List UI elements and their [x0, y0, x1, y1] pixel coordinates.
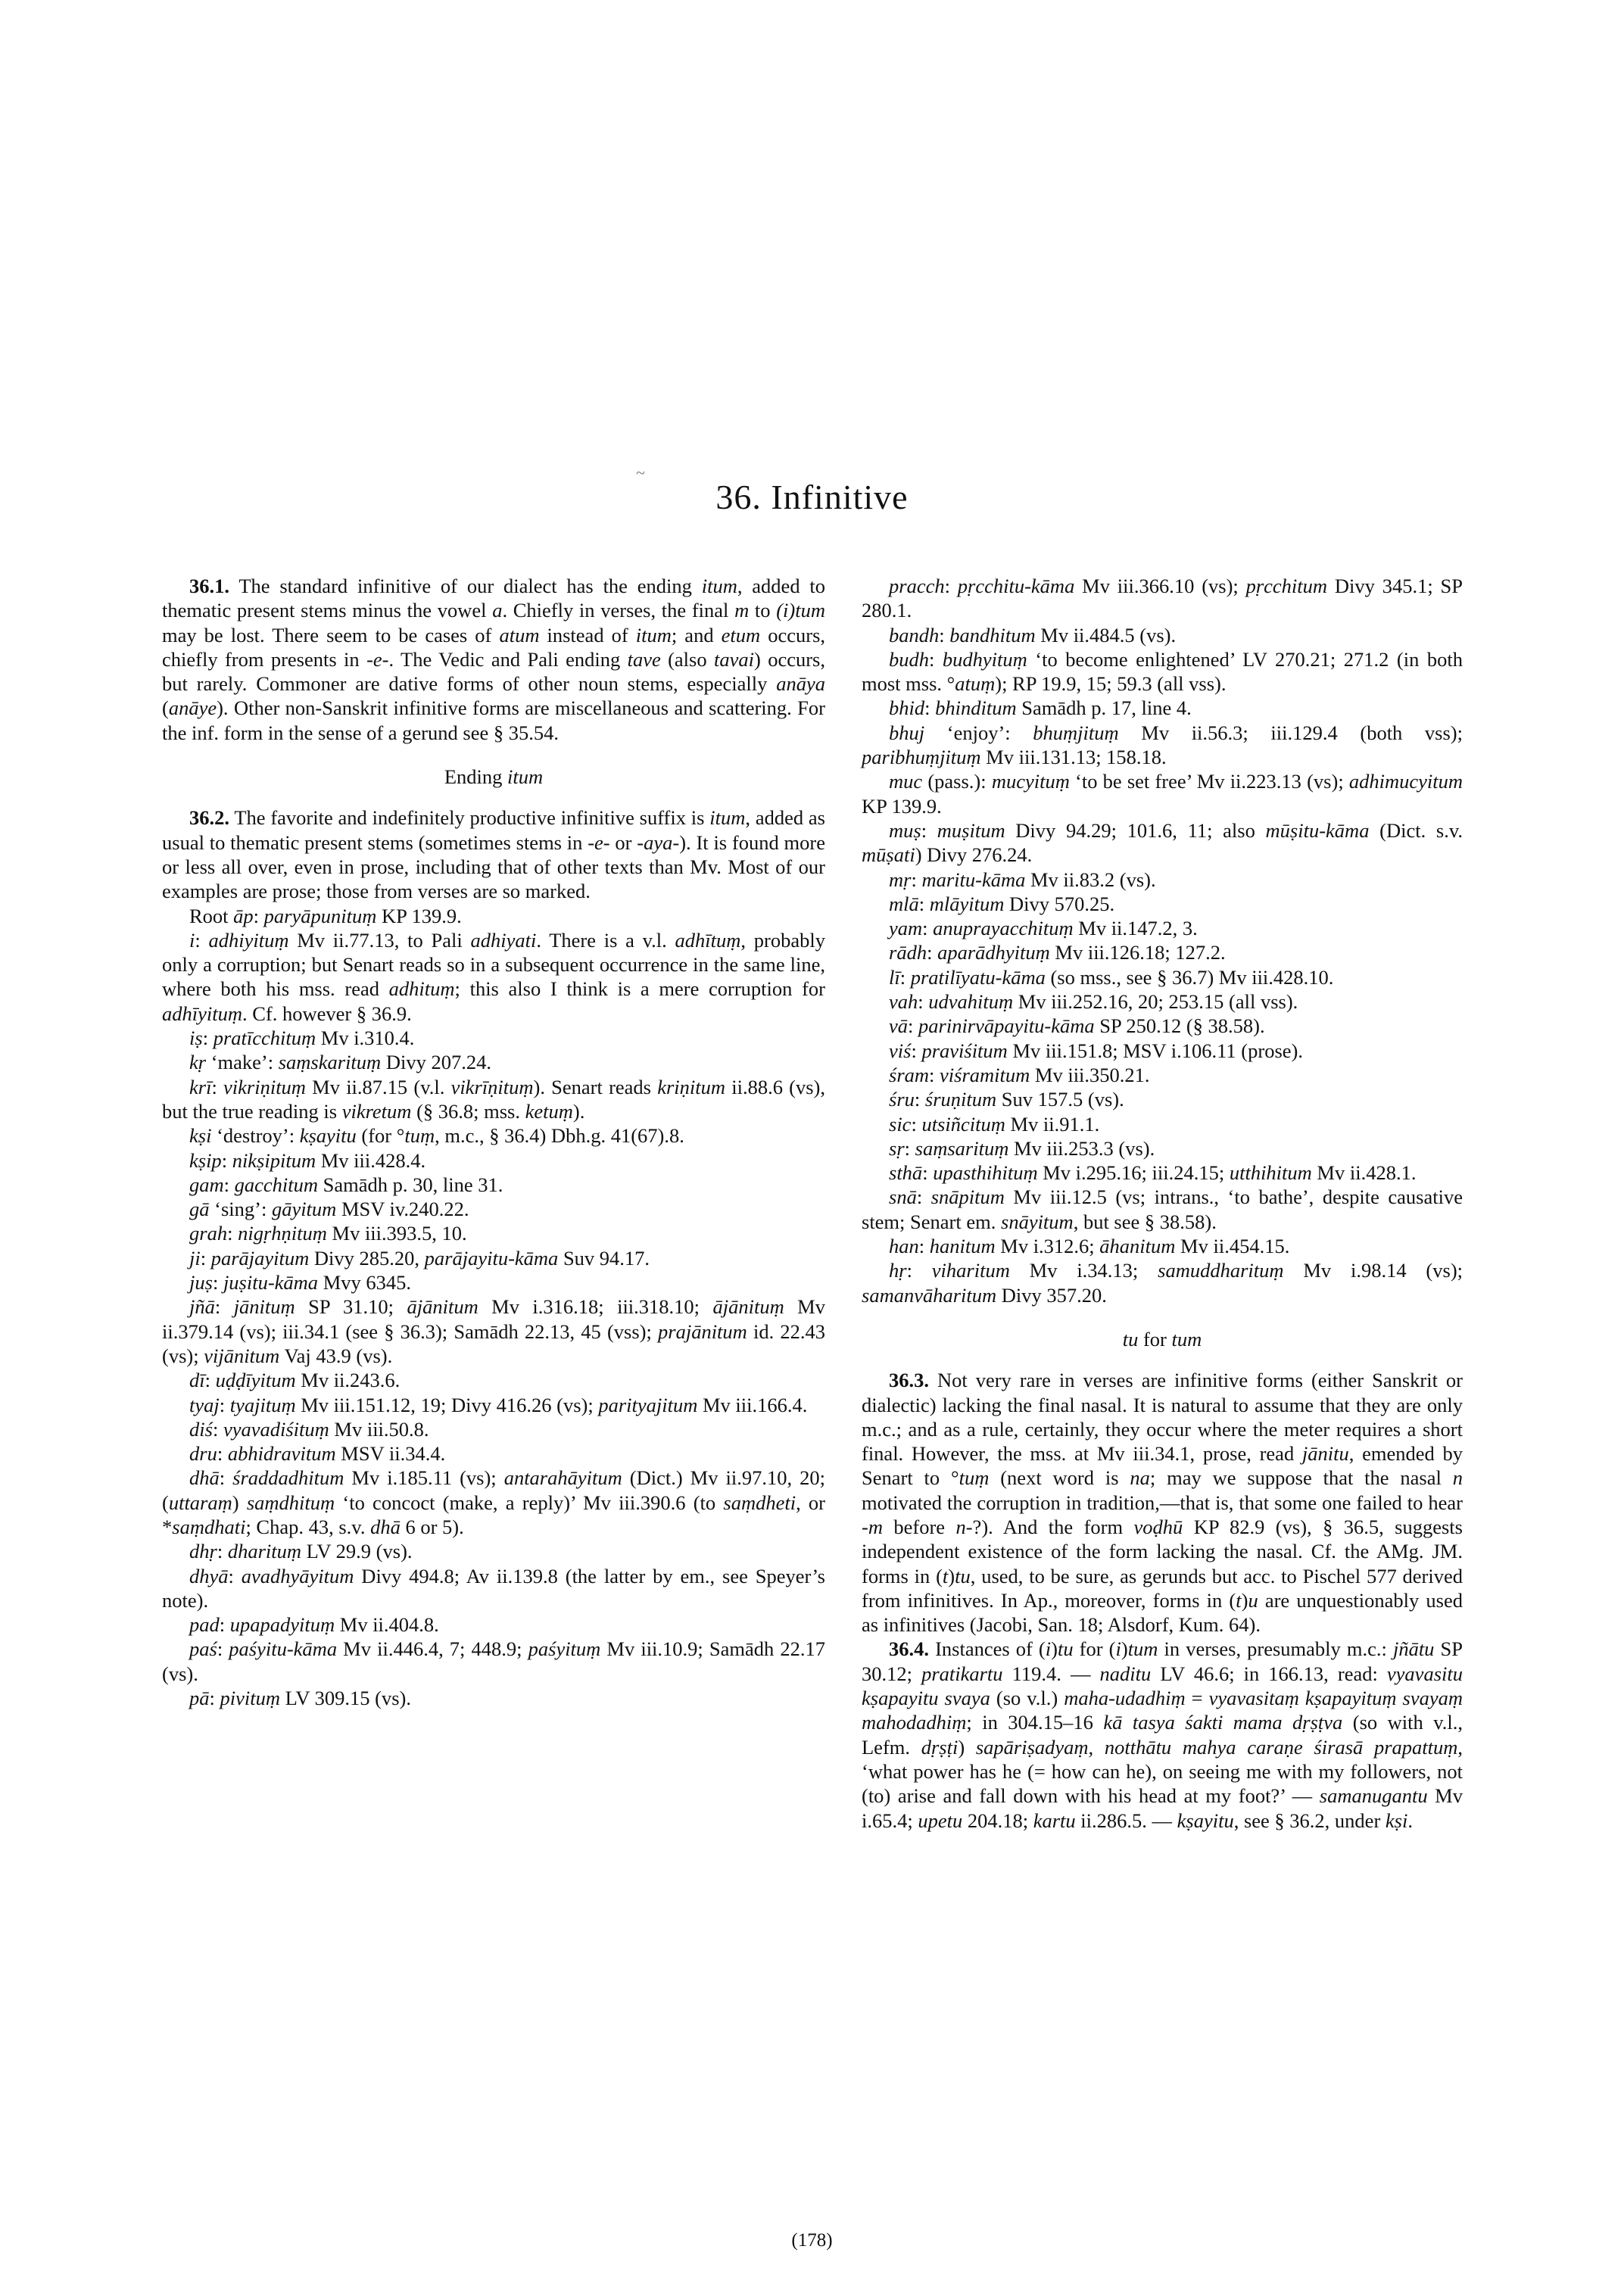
- paragraph: śram: viśramitum Mv iii.350.21.: [889, 1063, 1150, 1086]
- paragraph: bhuj ‘enjoy’: bhuṃjituṃ Mv ii.56.3; iii.129.4 (both vss); paribhuṃjituṃ Mv iii.131.13; 158.18.: [862, 721, 1463, 769]
- page-title: 36. Infinitive: [715, 478, 909, 516]
- paragraph: pad: upapadyituṃ Mv ii.404.8.: [189, 1613, 439, 1637]
- paragraph: gam: gacchitum Samādh p. 30, line 31.: [189, 1173, 503, 1196]
- paragraph: iṣ: pratīcchituṃ Mv i.310.4.: [189, 1027, 415, 1050]
- paragraph: pracch: pṛcchitu-kāma Mv iii.366.10 (vs); pṛcchitum Divy 345.1; SP 280.1.: [862, 575, 1463, 622]
- paragraph: 36.1. The standard infinitive of our dialect has the ending itum, added to thematic present stems minus the vowel a. Chiefly in verses, the final m to (i)tum may be lost. There seem to be cases of atum instead of itum; and etum occurs, chiefly from presents in -e-. The Vedic and Pali ending tave (also tavai) occurs, but rarely. Commoner are dative forms of other noun stems, especially anāya (anāye). Other non-Sanskrit infinitive forms are miscellaneous and scattering. For the inf. form in the sense of a gerund see § 35.54.: [162, 575, 826, 744]
- paragraph: rādh: aparādhyituṃ Mv iii.126.18; 127.2.: [889, 941, 1226, 964]
- paragraph: muc (pass.): mucyituṃ ‘to be set free’ Mv ii.223.13 (vs); adhimucyitum KP 139.9.: [862, 770, 1463, 818]
- paragraph: budh: budhyituṃ ‘to become enlightened’ LV 270.21; 271.2 (in both most mss. °atuṃ); RP 19.9, 15; 59.3 (all vss).: [862, 647, 1463, 696]
- page-number: (178): [791, 2230, 833, 2251]
- paragraph: dhā: śraddadhitum Mv i.185.11 (vs); antarahāyitum (Dict.) Mv ii.97.10, 20; (uttaraṃ) saṃdhituṃ ‘to concoct (make, a reply)’ Mv iii.390.6 (to saṃdheti, or *saṃdhati; Chap. 43, s.v. dhā 6 or 5).: [162, 1466, 826, 1538]
- paragraph: 36.4. Instances of (i)tu for (i)tum in verses, presumably m.c.: jñātu SP 30.12; pratikartu 119.4. — naditu LV 46.6; in 166.13, read: vyavasitu kṣapayitu svaya (so v.l.) maha-udadhiṃ = vyavasitaṃ kṣapayituṃ svayaṃ mahodadhiṃ; in 304.15–16 kā tasya śakti mama dṛṣṭva (so with v.l., Lefm. dṛṣṭi) sapāriṣadyaṃ, notthātu mahya caraṇe śirasā prapattuṃ, ‘what power has he (= how can he), on seeing me with my followers, not (to) arise and fall down with his head at my foot?’ — samanugantu Mv i.65.4; upetu 204.18; kartu ii.286.5. — kṣayitu, see § 36.2, under kṣi.: [862, 1637, 1463, 1832]
- paragraph: tyaj: tyajituṃ Mv iii.151.12, 19; Divy 416.26 (vs); parityajitum Mv iii.166.4.: [189, 1393, 808, 1416]
- paragraph: hṛ: viharitum Mv i.34.13; samuddharituṃ Mv i.98.14 (vs); samanvāharitum Divy 357.20.: [862, 1259, 1463, 1307]
- paragraph: snā: snāpitum Mv iii.12.5 (vs; intrans., ‘to bathe’, despite causative stem; Senart em. snāyitum, but see § 38.58).: [862, 1185, 1463, 1233]
- paragraph: jñā: jānituṃ SP 31.10; ājānitum Mv i.316.18; iii.318.10; ājānituṃ Mv ii.379.14 (vs); iii.34.1 (see § 36.3); Samādh 22.13, 45 (vss); prajānitum id. 22.43 (vs); vijānitum Vaj 43.9 (vs).: [162, 1295, 826, 1367]
- scan-mark: ~: [636, 463, 645, 482]
- paragraph: mlā: mlāyitum Divy 570.25.: [889, 892, 1115, 915]
- section-subheading: Ending itum: [444, 765, 544, 789]
- paragraph: 36.3. Not very rare in verses are infinitive forms (either Sanskrit or dialectic) lacking the final nasal. It is natural to assume that they are only m.c.; and as a rule, certainly, they occur where the meter requires a short final. However, the mss. at Mv iii.34.1, prose, read jānitu, emended by Senart to °tuṃ (next word is na; may we suppose that the nasal n motivated the corruption in tradition,—that is, that some one failed to hear -m before n-?). And the form voḍhū KP 82.9 (vs), § 36.5, suggests independent existence of the form lacking the nasal. Cf. the AMg. JM. forms in (t)tu, used, to be sure, as gerunds but acc. to Pischel 577 derived from infinitives. In Ap., moreover, forms in (t)u are unquestionably used as infinitives (Jacobi, San. 18; Alsdorf, Kum. 64).: [862, 1369, 1463, 1637]
- paragraph: juṣ: juṣitu-kāma Mvy 6345.: [189, 1271, 412, 1294]
- paragraph: paś: paśyitu-kāma Mv ii.446.4, 7; 448.9; paśyituṃ Mv iii.10.9; Samādh 22.17 (vs).: [162, 1637, 825, 1685]
- paragraph: kṣi ‘destroy’: kṣayitu (for °tuṃ, m.c., § 36.4) Dbh.g. 41(67).8.: [189, 1124, 684, 1148]
- paragraph: i: adhiyituṃ Mv ii.77.13, to Pali adhiyati. There is a v.l. adhītuṃ, probably only a corruption; but Senart reads so in a subsequent occurrence in the same line, where both his mss. read adhituṃ; this also I think is a mere corruption for adhīyituṃ. Cf. however § 36.9.: [162, 928, 825, 1025]
- paragraph: sthā: upasthihituṃ Mv i.295.16; iii.24.15; utthihitum Mv ii.428.1.: [889, 1161, 1417, 1185]
- paragraph: sic: utsiñcituṃ Mv ii.91.1.: [889, 1112, 1100, 1136]
- paragraph: dhṛ: dharituṃ LV 29.9 (vs).: [189, 1540, 413, 1563]
- paragraph: mṛ: maritu-kāma Mv ii.83.2 (vs).: [889, 868, 1156, 891]
- paragraph: 36.2. The favorite and indefinitely productive infinitive suffix is itum, added as usual to thematic present stems (sometimes stems in -e- or -aya-). It is found more or less all over, even in prose, including that of other texts than Mv. Most of our examples are prose; those from verses are so marked.: [162, 806, 825, 903]
- paragraph: viś: praviśitum Mv iii.151.8; MSV i.106.11 (prose).: [889, 1039, 1303, 1062]
- paragraph: śru: śruṇitum Suv 157.5 (vs).: [889, 1088, 1124, 1111]
- paragraph: Root āp: paryāpunituṃ KP 139.9.: [189, 904, 462, 927]
- paragraph: sṛ: saṃsarituṃ Mv iii.253.3 (vs).: [889, 1136, 1155, 1160]
- left-column: [162, 574, 825, 1710]
- paragraph: diś: vyavadiśituṃ Mv iii.50.8.: [189, 1417, 429, 1441]
- paragraph: dru: abhidravitum MSV ii.34.4.: [189, 1442, 446, 1466]
- paragraph: dhyā: avadhyāyitum Divy 494.8; Av ii.139.8 (the latter by em., see Speyer’s note).: [162, 1564, 825, 1612]
- section-subheading: tu for tum: [1122, 1327, 1202, 1351]
- paragraph: kṣip: nikṣipitum Mv iii.428.4.: [189, 1148, 426, 1172]
- paragraph: kṛ ‘make’: saṃskarituṃ Divy 207.24.: [189, 1051, 491, 1074]
- paragraph: dī: uḍḍīyitum Mv ii.243.6.: [189, 1369, 401, 1392]
- right-column: [862, 574, 1463, 1833]
- paragraph: muṣ: muṣitum Divy 94.29; 101.6, 11; also mūṣitu-kāma (Dict. s.v. mūṣati) Divy 276.24.: [862, 818, 1463, 867]
- paragraph: vā: parinirvāpayitu-kāma SP 250.12 (§ 38.58).: [889, 1014, 1265, 1038]
- paragraph: grah: nigṛhṇituṃ Mv iii.393.5, 10.: [189, 1222, 467, 1245]
- paragraph: bandh: bandhitum Mv ii.484.5 (vs).: [889, 623, 1177, 646]
- paragraph: gā ‘sing’: gāyitum MSV iv.240.22.: [189, 1198, 469, 1221]
- paragraph: yam: anuprayacchituṃ Mv ii.147.2, 3.: [889, 917, 1198, 940]
- paragraph: pā: pivituṃ LV 309.15 (vs).: [189, 1687, 412, 1710]
- paragraph: krī: vikriṇituṃ Mv ii.87.15 (v.l. vikrīṇituṃ). Senart reads kriṇitum ii.88.6 (vs), but the true reading is vikretum (§ 36.8; mss. ketuṃ).: [162, 1075, 825, 1123]
- paragraph: bhid: bhinditum Samādh p. 17, line 4.: [889, 696, 1192, 720]
- paragraph: lī: pratilīyatu-kāma (so mss., see § 36.7) Mv iii.428.10.: [889, 965, 1334, 989]
- paragraph: ji: parājayitum Divy 285.20, parājayitu-kāma Suv 94.17.: [189, 1246, 650, 1270]
- paragraph: vah: udvahituṃ Mv iii.252.16, 20; 253.15 (all vss).: [889, 990, 1298, 1014]
- paragraph: han: hanitum Mv i.312.6; āhanitum Mv ii.454.15.: [889, 1235, 1290, 1258]
